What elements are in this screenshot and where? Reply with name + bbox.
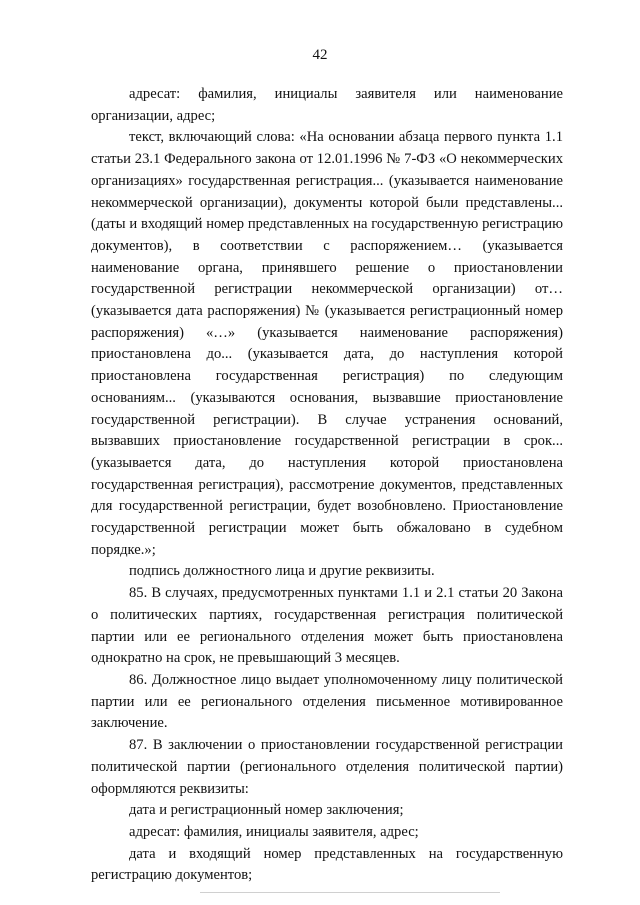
paragraph: адресат: фамилия, инициалы заявителя или наименование организации, адрес; [91, 86, 563, 124]
paragraph: дата и входящий номер представленных на государственную регистрацию документов; [91, 845, 563, 884]
paragraph: 87. В заключении о приостановлении государственной регистрации политической партии (регионального отделения политической партии) оформляются реквизиты: [91, 737, 563, 797]
page-number: 42 [312, 47, 328, 63]
document-body [91, 84, 563, 887]
paragraph: 86. Должностное лицо выдает уполномоченному лицу политической партии или ее регионального отделения письменное мотивированное заключение. [91, 671, 563, 732]
paragraph: дата и регистрационный номер заключения; [129, 802, 404, 819]
paragraph: 85. В случаях, предусмотренных пунктами 1.1 и 2.1 статьи 20 Закона о политических партиях, государственная регистрация политической партии или ее регионального отделения может быть приостановлена однократно на срок, не превышающий 3 месяцев. [91, 585, 563, 667]
paragraph: адресат: фамилия, инициалы заявителя, адрес; [129, 823, 419, 840]
paragraph: текст, включающий слова: «На основании абзаца первого пункта 1.1 статьи 23.1 Федерального закона от 12.01.1996 № 7-ФЗ «О некоммерческих организациях» государственная регистрация... (указывается наименование некоммерческой организации), документы которой были представлены... (даты и входящий номер представленных на государственную регистрацию документов), в соответствии с распоряжением… (указывается наименование органа, принявшего решение о приостановлении государственной регистрации некоммерческой организации) от… (указывается дата распоряжения) № (указывается регистрационный номер распоряжения) «…» (указывается наименование распоряжения) приостановлена до... (указывается дата, до наступления которой приостановлена государственная регистрация) по следующим основаниям... (указываются основания, вызвавшие приостановление государственной регистрации). В случае устранения оснований, вызвавших приостановление государственной регистрации в срок... (указывается дата, до наступления которой приостановлена государственная регистрация), рассмотрение документов, представленных для государственной регистрации, будет возобновлено. Приостановление государственной регистрации может быть обжаловано в судебном порядке.»; [91, 129, 563, 558]
scan-edge-line [200, 892, 500, 893]
paragraph: подпись должностного лица и другие реквизиты. [129, 563, 435, 580]
